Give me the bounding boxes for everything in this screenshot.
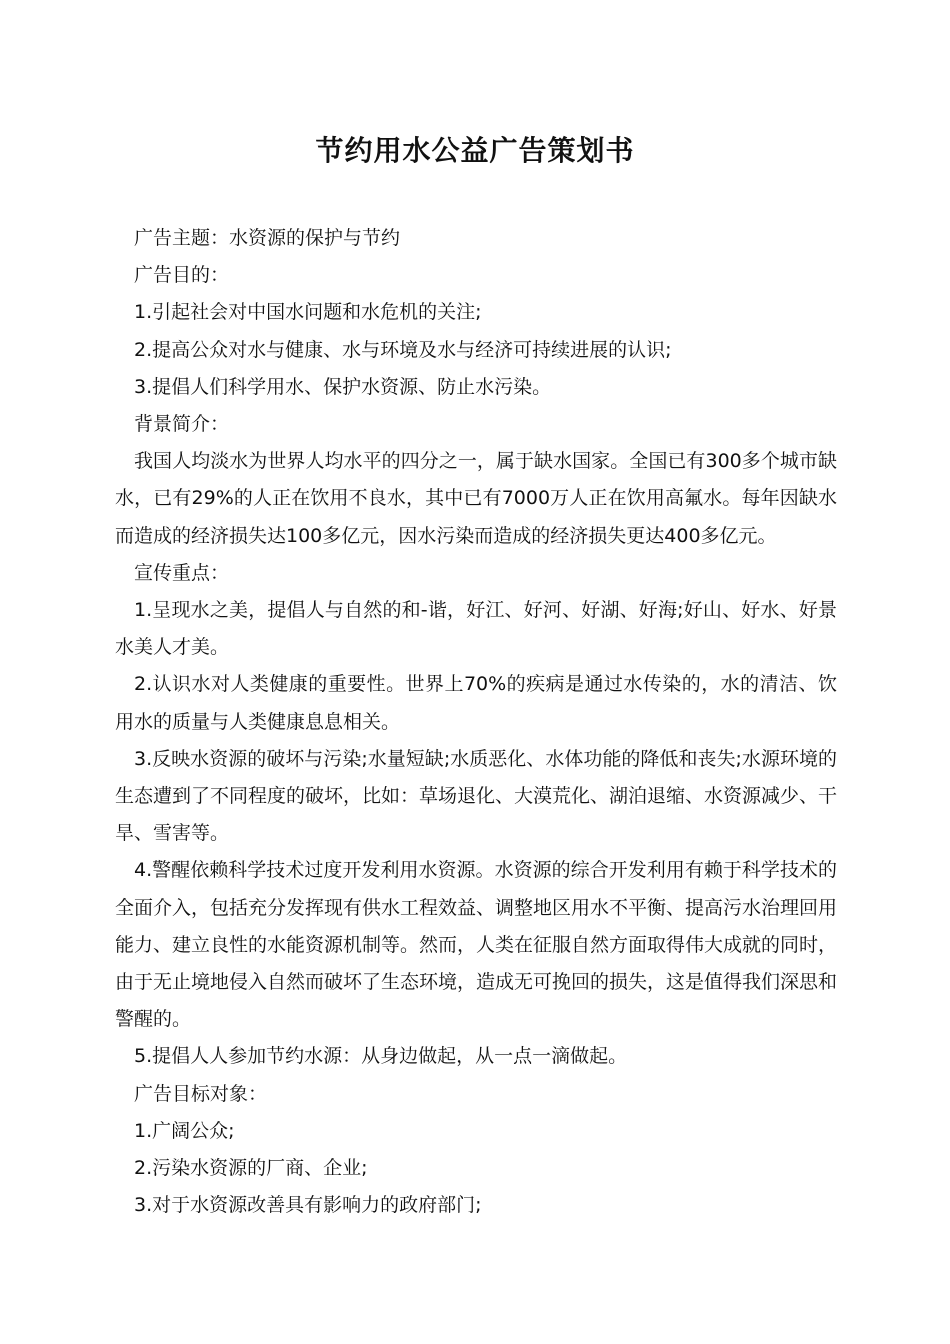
paragraph-focus-2: 2.认识水对人类健康的重要性。世界上70%的疾病是通过水传染的，水的清洁、饮用水的质量与人类健康息息相关。 xyxy=(115,673,837,733)
paragraph-background-heading: 背景简介： xyxy=(134,413,230,436)
paragraph-focus-heading: 宣传重点： xyxy=(134,561,230,584)
paragraph-target-heading: 广告目标对象： xyxy=(134,1082,268,1105)
paragraph-focus-1: 1.呈现水之美，提倡人与自然的和-谐，好江、好河、好湖、好海;好山、好水、好景水美人才美。 xyxy=(115,599,837,659)
paragraph-background-text: 我国人均淡水为世界人均水平的四分之一，属于缺水国家。全国已有300多个城市缺水，已有29%的人正在饮用不良水，其中已有7000万人正在饮用高氟水。每年因缺水而造成的经济损失达100多亿元，因水污染而造成的经济损失更达400多亿元。 xyxy=(115,450,837,547)
paragraph-target-3: 3.对于水资源改善具有影响力的政府部门; xyxy=(134,1194,482,1217)
paragraph-purpose-3: 3.提倡人们科学用水、保护水资源、防止水污染。 xyxy=(134,375,552,398)
document-body xyxy=(115,220,837,1224)
paragraph-ad-theme: 广告主题：水资源的保护与节约 xyxy=(134,227,401,249)
paragraph-purpose-1: 1.引起社会对中国水问题和水危机的关注; xyxy=(134,301,482,324)
paragraph-target-1: 1.广阔公众; xyxy=(134,1119,235,1142)
paragraph-target-2: 2.污染水资源的厂商、企业; xyxy=(134,1157,368,1180)
paragraph-purpose-2: 2.提高公众对水与健康、水与环境及水与经济可持续进展的认识; xyxy=(134,338,672,361)
document-title: 节约用水公益广告策划书 xyxy=(315,134,635,167)
paragraph-ad-purpose-heading: 广告目的： xyxy=(134,264,230,287)
paragraph-focus-5: 5.提倡人人参加节约水源：从身边做起，从一点一滴做起。 xyxy=(134,1045,628,1068)
paragraph-focus-4: 4.警醒依赖科学技术过度开发利用水资源。水资源的综合开发利用有赖于科学技术的全面介入，包括充分发挥现有供水工程效益、调整地区用水不平衡、提高污水治理回用能力、建立良性的水能资源机制等。然而，人类在征服自然方面取得伟大成就的同时，由于无止境地侵入自然而破坏了生态环境，造成无可挽回的损失，这是值得我们深思和警醒的。 xyxy=(115,859,838,1031)
paragraph-focus-3: 3.反映水资源的破坏与污染;水量短缺;水质恶化、水体功能的降低和丧失;水源环境的生态遭到了不同程度的破坏，比如：草场退化、大漠荒化、湖泊退缩、水资源减少、干旱、雪害等。 xyxy=(115,747,838,845)
